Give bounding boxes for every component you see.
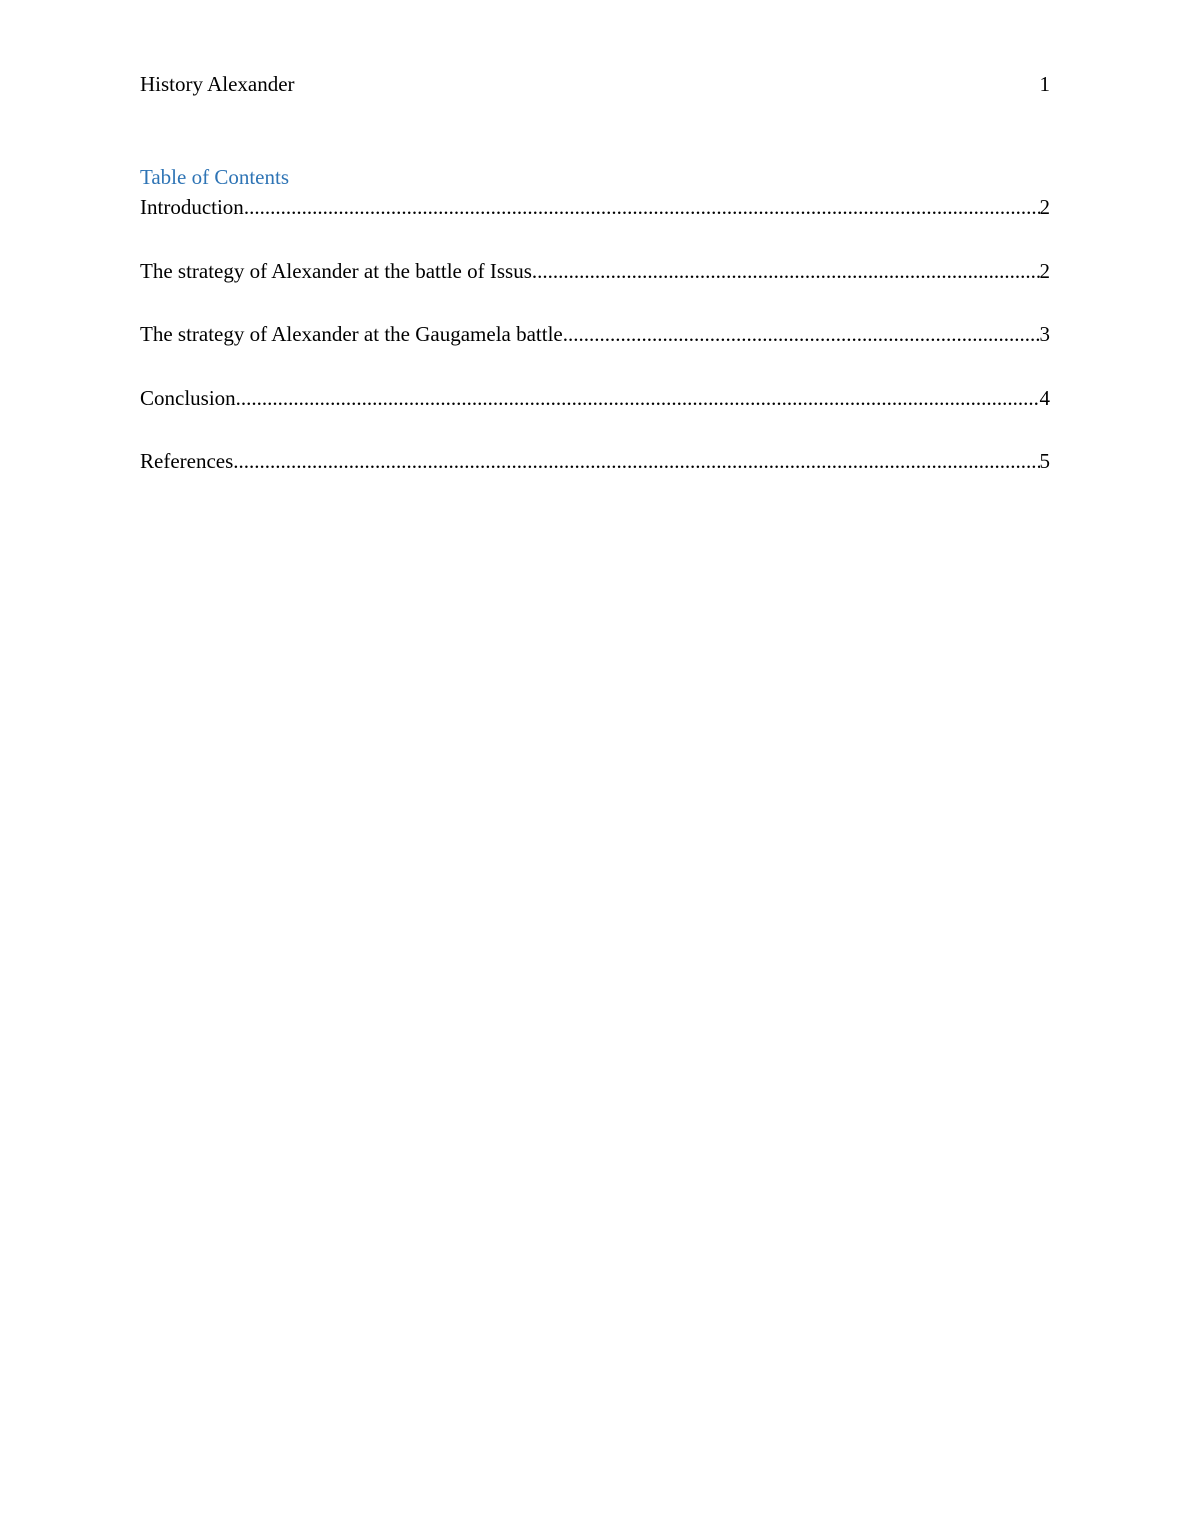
toc-entry-label: References <box>140 449 234 473</box>
toc-list <box>140 193 1050 511</box>
toc-entry-page: 2 <box>1039 195 1050 219</box>
header-title: History Alexander <box>140 72 295 96</box>
toc-entry-conclusion[interactable] <box>140 384 1050 412</box>
toc-heading: Table of Contents <box>140 165 289 189</box>
toc-entry-page: 4 <box>1039 385 1050 410</box>
toc-dot-leader <box>233 447 1039 475</box>
toc-dot-leader <box>244 193 1040 221</box>
toc-entry-label: The strategy of Alexander at the Gaugamela battle <box>140 322 563 346</box>
toc-dot-leader <box>236 384 1040 412</box>
toc-entry-introduction[interactable] <box>140 193 1050 221</box>
toc-entry-page: 3 <box>1039 322 1050 346</box>
toc-dot-leader <box>563 320 1040 348</box>
toc-entry-label: Conclusion <box>140 385 236 410</box>
toc-entry-label: The strategy of Alexander at the battle of Issus <box>140 258 532 283</box>
toc-entry-issus[interactable] <box>140 257 1050 285</box>
toc-entry-page: 2 <box>1039 258 1050 283</box>
page-header <box>140 70 1050 98</box>
toc-entry-references[interactable] <box>140 447 1050 475</box>
header-page-number: 1 <box>1039 72 1050 96</box>
toc-entry-page: 5 <box>1039 449 1050 473</box>
toc-entry-gaugamela[interactable] <box>140 320 1050 348</box>
toc-dot-leader <box>532 257 1040 285</box>
toc-entry-label: Introduction <box>140 195 244 219</box>
